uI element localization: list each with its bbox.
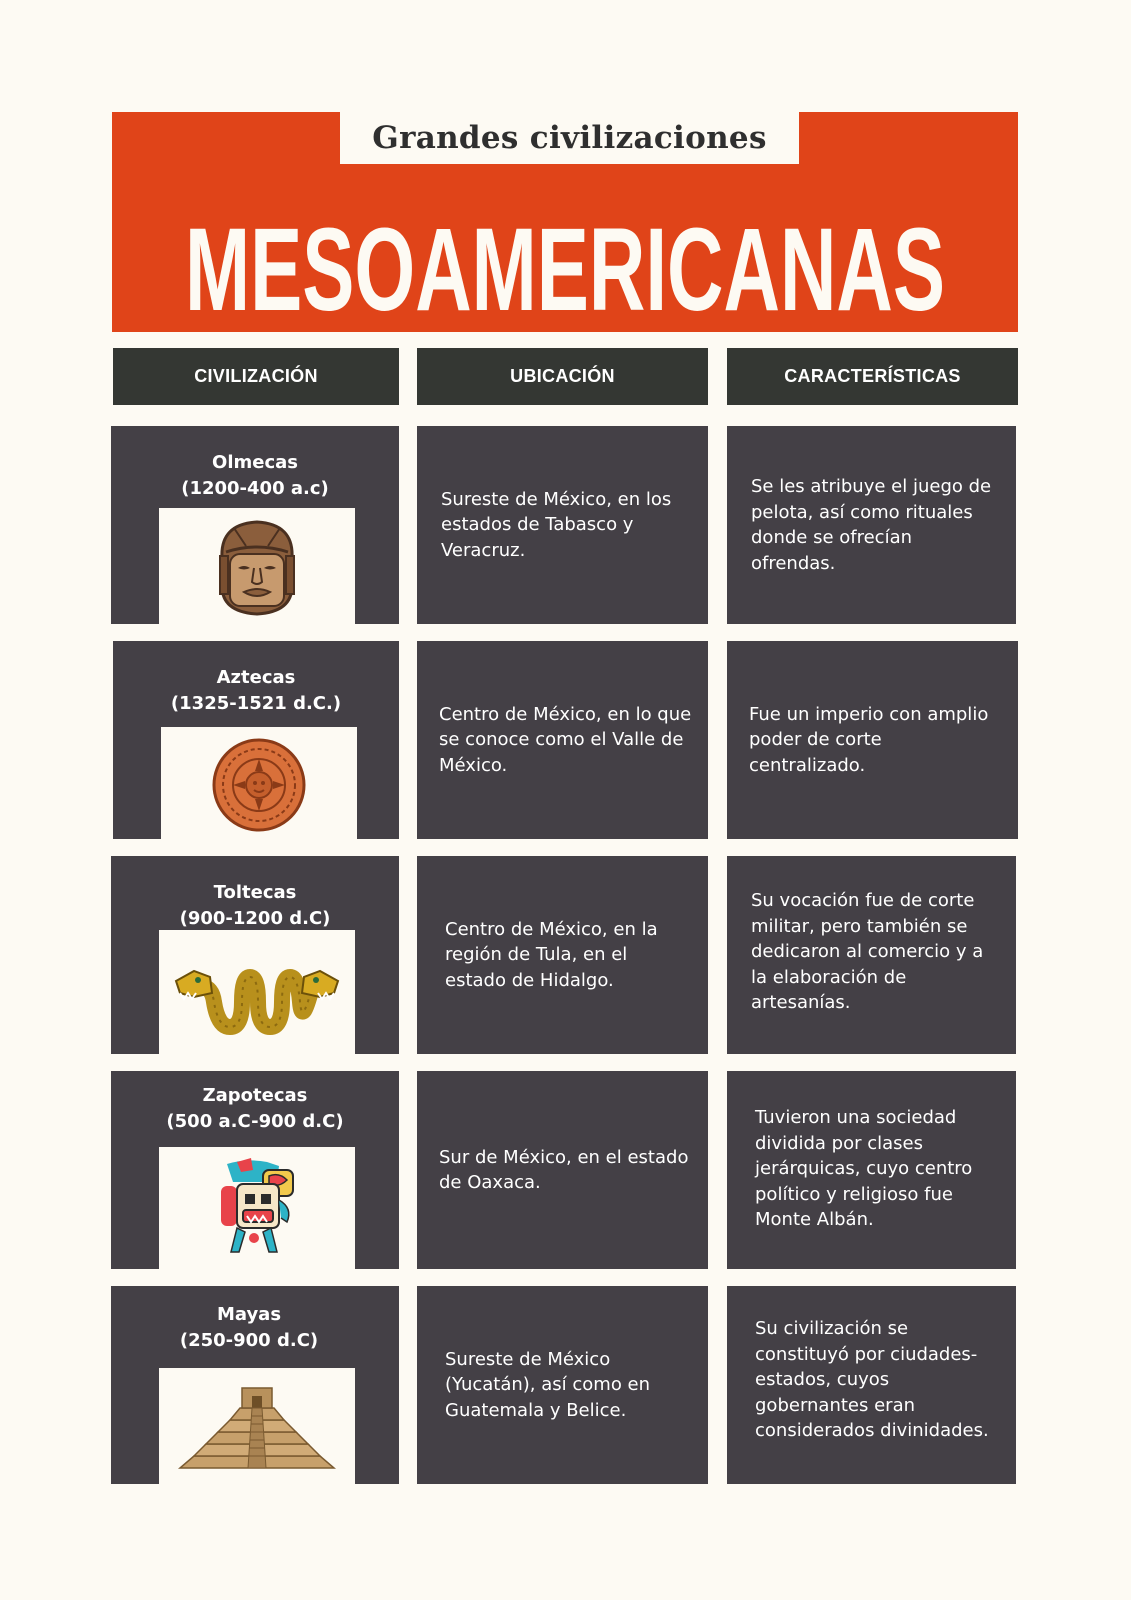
civilization-title <box>111 1083 399 1135</box>
location-cell <box>417 426 708 624</box>
civilization-cell <box>111 856 399 1054</box>
characteristics-text: Su vocación fue de corte militar, pero también se dedicaron al comercio y a la elaboración de artesanías. <box>751 890 984 1014</box>
civilization-image <box>159 1147 355 1269</box>
civilization-cell <box>111 426 399 624</box>
civilization-title <box>113 665 399 717</box>
civilization-cell <box>113 641 399 839</box>
mayan-pyramid-icon <box>172 1376 342 1476</box>
civilization-title <box>111 880 399 932</box>
location-text-wrap <box>439 1071 692 1269</box>
civilization-image <box>159 1368 355 1484</box>
location-text: Centro de México, en lo que se conoce como el Valle de México. <box>439 703 692 776</box>
characteristics-text: Tuvieron una sociedad dividida por clases jerárquicas, cuyo centro político y religioso fue Monte Albán. <box>755 1107 973 1231</box>
characteristics-text-wrap <box>749 641 1002 839</box>
characteristics-text-wrap <box>755 1069 1000 1269</box>
civilization-period: (1200-400 a.c) <box>181 478 329 499</box>
column-header-ubicacion: UBICACIÓN <box>417 348 708 405</box>
page-title: MESOAMERICANAS <box>185 204 945 332</box>
civilization-title <box>111 450 399 502</box>
location-cell <box>417 1286 708 1484</box>
characteristics-text: Fue un imperio con amplio poder de corte centralizado. <box>749 703 989 776</box>
location-cell <box>417 641 708 839</box>
location-text: Sureste de México (Yucatán), así como en Guatemala y Belice. <box>445 1348 651 1421</box>
aztec-sun-stone-icon <box>211 737 307 833</box>
characteristics-cell <box>727 856 1016 1054</box>
characteristics-text: Se les atribuye el juego de pelota, así como rituales donde se ofrecían ofrendas. <box>751 476 992 574</box>
location-text: Sur de México, en el estado de Oaxaca. <box>439 1146 689 1193</box>
characteristics-cell <box>727 1071 1016 1269</box>
civilization-period: (900-1200 d.C) <box>179 908 331 929</box>
characteristics-text: Su civilización se constituyó por ciudades-estados, cuyos gobernantes eran considerados divinidades. <box>755 1318 989 1442</box>
column-header-caracteristicas: CARACTERÍSTICAS <box>727 348 1018 405</box>
title-wrap <box>112 166 1018 332</box>
civilization-period: (250-900 d.C) <box>179 1330 319 1351</box>
location-text: Centro de México, en la región de Tula, en el estado de Hidalgo. <box>445 918 658 991</box>
location-text: Sureste de México, en los estados de Tabasco y Veracruz. <box>441 488 672 561</box>
subtitle-box <box>340 112 799 164</box>
characteristics-cell <box>727 641 1018 839</box>
location-cell <box>417 1071 708 1269</box>
characteristics-text-wrap <box>755 1276 1000 1484</box>
page-subtitle: Grandes civilizaciones <box>372 120 767 156</box>
civilization-cell <box>111 1286 399 1484</box>
civilization-period: (1325-1521 d.C.) <box>170 693 342 714</box>
location-text-wrap <box>445 856 692 1054</box>
civilization-name: Olmecas <box>212 452 298 473</box>
characteristics-text-wrap <box>751 426 1000 624</box>
location-cell <box>417 856 708 1054</box>
characteristics-text-wrap <box>751 850 1000 1054</box>
characteristics-cell <box>727 1286 1016 1484</box>
column-header-civilizacion: CIVILIZACIÓN <box>113 348 399 405</box>
toltec-serpent-icon <box>172 947 342 1037</box>
location-text-wrap <box>439 641 692 839</box>
olmec-head-icon <box>212 516 302 616</box>
civilization-period: (500 a.C-900 d.C) <box>166 1111 344 1132</box>
civilization-name: Zapotecas <box>202 1085 308 1106</box>
civilization-cell <box>111 1071 399 1269</box>
location-text-wrap <box>445 1286 692 1484</box>
location-text-wrap <box>441 426 692 624</box>
civilization-image <box>159 930 355 1054</box>
civilization-name: Mayas <box>216 1304 282 1325</box>
civilization-image <box>161 727 357 843</box>
civilization-image <box>159 508 355 624</box>
civilization-name: Toltecas <box>213 882 297 903</box>
characteristics-cell <box>727 426 1016 624</box>
civilization-title <box>99 1302 399 1354</box>
zapotec-glyph-icon <box>207 1156 307 1260</box>
civilization-name: Aztecas <box>216 667 296 688</box>
